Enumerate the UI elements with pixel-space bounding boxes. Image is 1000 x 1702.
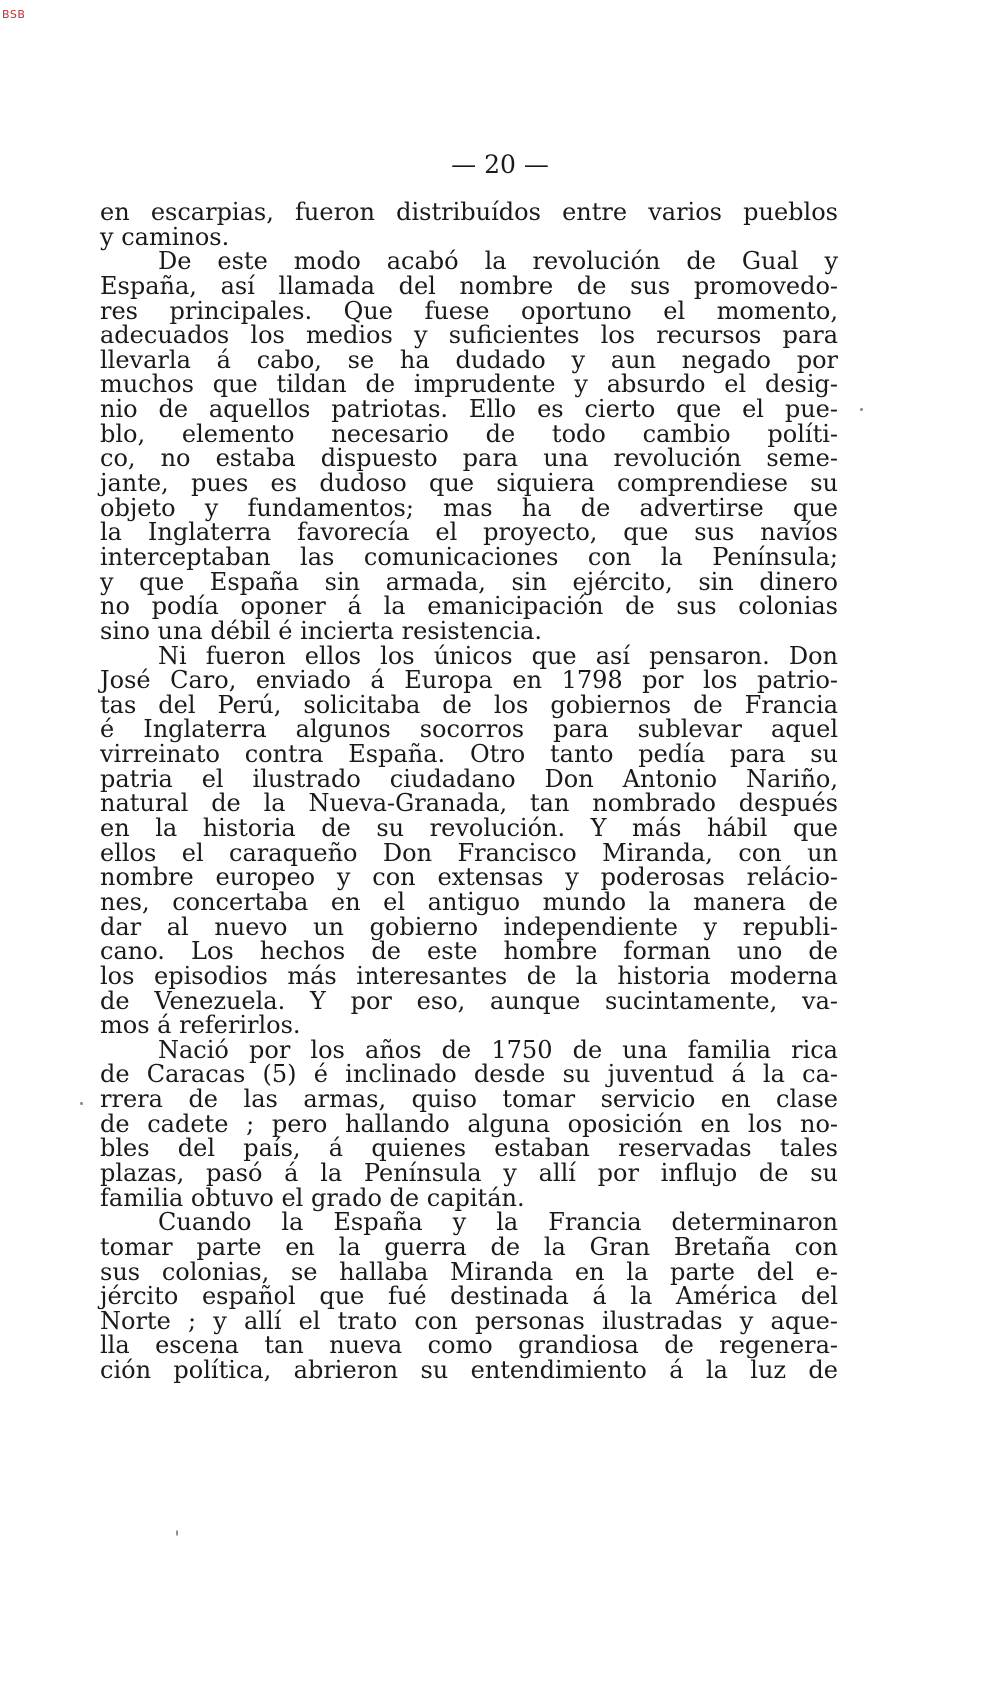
text-line: la Inglaterra favorecía el proyecto, que sus navíos [100,518,838,547]
text-line: sino una débil é incierta resistencia. [100,616,542,645]
body-text [100,200,838,1383]
text-line: nes, concertaba en el antiguo mundo la manera de [100,887,838,916]
text-line: muchos que tildan de imprudente y absurdo el desig- [100,370,838,399]
page-number-text: — 20 — [451,150,549,179]
text-line: é Inglaterra algunos socorros para sublevar aquel [100,715,838,744]
text-line: y que España sin armada, sin ejército, sin dinero [100,567,838,596]
text-line: dar al nuevo un gobierno independiente y republi- [100,912,838,941]
text-line: objeto y fundamentos; mas ha de advertirse que [100,493,838,522]
text-line: en la historia de su revolución. Y más hábil que [100,814,838,843]
text-line: Norte ; y allí el trato con personas ilustradas y aque- [100,1306,838,1335]
text-line: blo, elemento necesario de todo cambio políti- [100,419,838,448]
text-line: jército español que fué destinada á la América del [100,1282,838,1311]
text-line: Cuando la España y la Francia determinaron [158,1208,838,1237]
text-line: natural de la Nueva-Granada, tan nombrado después [100,789,838,818]
text-line: cano. Los hechos de este hombre forman uno de [100,937,838,966]
text-line: ellos el caraqueño Don Francisco Miranda, con un [100,838,838,867]
text-line: José Caro, enviado á Europa en 1798 por los patrio- [100,666,838,695]
text-line: De este modo acabó la revolución de Gual y [158,247,838,276]
scan-speck [80,1102,83,1105]
text-line: lla escena tan nueva como grandiosa de regenera- [100,1331,838,1360]
library-stamp: BSB [2,8,26,21]
text-line: nio de aquellos patriotas. Ello es cierto que el pue- [100,395,838,424]
text-line: interceptaban las comunicaciones con la Península; [100,542,838,571]
text-line: y caminos. [100,222,230,251]
page-number [0,150,1000,179]
text-line: rrera de las armas, quiso tomar servicio en clase [100,1085,838,1114]
text-line: jante, pues es dudoso que siquiera comprendiese su [100,469,838,498]
text-line: tas del Perú, solicitaba de los gobiernos de Francia [100,690,838,719]
text-line: llevarla á cabo, se ha dudado y aun negado por [100,345,838,374]
text-line: sus colonias, se hallaba Miranda en la parte del e- [100,1257,838,1286]
text-line: mos á referirlos. [100,1011,301,1040]
text-line: no podía oponer á la emanicipación de sus colonias [100,592,838,621]
text-line: en escarpias, fueron distribuídos entre varios pueblos [100,198,838,226]
text-line: los episodios más interesantes de la historia moderna [100,961,838,990]
text-line: de cadete ; pero hallando alguna oposición en los no- [100,1109,838,1138]
text-line: patria el ilustrado ciudadano Don Antonio Nariño, [100,764,838,793]
text-line: ción política, abrieron su entendimiento á la luz de [100,1356,838,1385]
text-line: Ni fueron ellos los únicos que así pensaron. Don [158,641,838,670]
text-line: Nació por los años de 1750 de una familia rica [158,1035,838,1064]
text-line: nombre europeo y con extensas y poderosas relácio- [100,863,838,892]
text-line: de Caracas (5) é inclinado desde su juventud á la ca- [100,1060,838,1089]
text-line: virreinato contra España. Otro tanto pedía para su [100,740,838,769]
text-line: de Venezuela. Y por eso, aunque sucintamente, va- [100,986,838,1015]
text-line: tomar parte en la guerra de la Gran Bretaña con [100,1232,838,1261]
text-line: España, así llamada del nombre de sus promovedo- [100,271,838,300]
text-line: adecuados los medios y suficientes los recursos para [100,321,838,350]
text-line: co, no estaba dispuesto para una revolución seme- [100,444,838,473]
text-line: res principales. Que fuese oportuno el momento, [100,296,838,325]
text-line: bles del país, á quienes estaban reservadas tales [100,1134,838,1163]
scan-speck [176,1530,178,1536]
text-line: familia obtuvo el grado de capitán. [100,1183,525,1212]
text-line: plazas, pasó á la Península y allí por influjo de su [100,1158,838,1187]
scan-speck [860,408,863,411]
